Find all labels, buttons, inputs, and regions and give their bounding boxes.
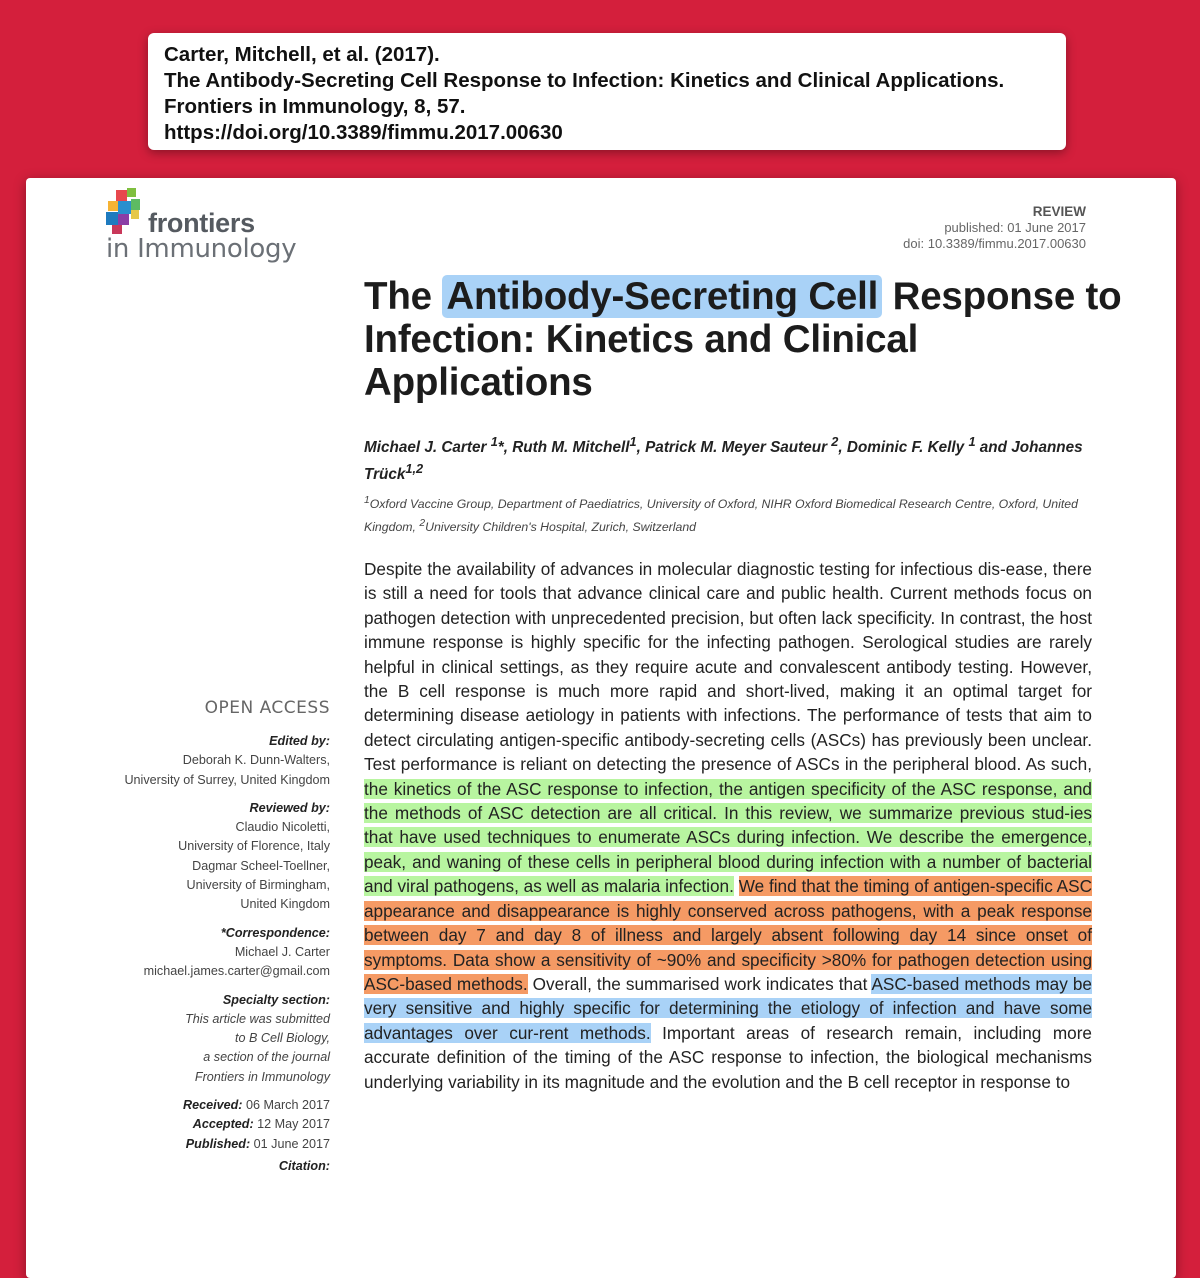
correspondence-email[interactable]: michael.james.carter@gmail.com <box>143 964 330 979</box>
citation-journal: Frontiers in Immunology, 8, 57. <box>164 95 466 118</box>
affiliation-1: Oxford Vaccine Group, Department of Paediatrics, University of Oxford, NIHR Oxford Biomedical Research Centre, Oxford, United Kingdom, <box>364 497 1078 535</box>
corresponding-mark: * <box>497 439 504 457</box>
article-meta <box>903 204 1086 252</box>
author-name: Patrick M. Meyer Sauteur <box>645 439 828 457</box>
author-separator: , <box>503 439 513 457</box>
abstract-highlight-orange: We find that the timing of antigen-specific ASC appearance and disappearance is highly conserved across pathogens, with a peak response between day 7 and day 8 of illness and largely absent following day 14 since onset of symptoms. Data show a sensitivity of ~90% and specificity >80% for pathogen detection using ASC-based methods. <box>364 876 1092 994</box>
citation-authors-year: Carter, Mitchell, et al. (2017). <box>164 43 440 66</box>
author-separator: , <box>636 439 646 457</box>
author-superscript: 2 <box>831 434 839 449</box>
affiliation-superscript: 2 <box>419 518 426 530</box>
specialty-section-block <box>26 991 330 1087</box>
author-separator: , <box>838 439 847 457</box>
abstract-plain-1: Despite the availability of advances in molecular diagnostic testing for infectious dis-ease, there is still a need for tools that advance clinical care and public health. Current methods focus on pathogen detection with unprecedented precision, but often lack specificity. In contrast, the host immune response is highly specific for the infecting pathogen. Serological studies are rarely helpful in clinical settings, as they require acute and convalescent antibody testing. However, the B cell response is much more rapid and short-lived, making it an optimal target for determining disease aetiology in patients with infections. The performance of tests that aim to detect circulating antigen-specific antibody-secreting cells (ASCs) has previously been unclear. Test performance is reliant on detecting the presence of ASCs in the peripheral blood. As such, <box>364 559 1092 775</box>
reviewer-affiliation: University of Birmingham, <box>186 878 330 893</box>
title-highlight: Antibody-Secreting Cell <box>442 275 882 318</box>
paper-page <box>26 178 1176 1278</box>
logo-journal-text: in Immunology <box>106 234 297 264</box>
citation-card <box>148 33 1066 150</box>
specialty-line: This article was submitted <box>185 1011 330 1026</box>
logo-brand-text: frontiers <box>148 208 255 238</box>
specialty-line: a section of the journal <box>203 1050 330 1065</box>
title-part-2: Response to Infection: Kinetics and Clinical Applications <box>364 275 1122 404</box>
published-date-sidebar: 01 June 2017 <box>253 1136 330 1151</box>
reviewer-affiliation: United Kingdom <box>240 897 330 912</box>
specialty-label: Specialty section: <box>222 992 330 1007</box>
article-title <box>364 275 1124 404</box>
received-date: 06 March 2017 <box>245 1098 330 1113</box>
published-label: Published: <box>185 1136 251 1151</box>
doi-text: doi: 10.3389/fimmu.2017.00630 <box>903 236 1086 251</box>
reviewer-name: Claudio Nicoletti, <box>235 820 330 835</box>
affiliation-superscript: 1 <box>364 495 370 506</box>
article-dates <box>26 1096 330 1154</box>
published-row <box>26 1135 330 1154</box>
published-date: published: 01 June 2017 <box>944 220 1086 235</box>
citation-label: Citation: <box>278 1158 330 1173</box>
author-name: Ruth M. Mitchell <box>512 439 630 457</box>
author-separator: and <box>975 439 1012 457</box>
specialty-line: Frontiers in Immunology <box>194 1069 330 1084</box>
author-superscript: 1 <box>968 434 976 449</box>
author-superscript: 1 <box>490 434 498 449</box>
abstract-highlight-green: the kinetics of the ASC response to infection, the antigen specificity of the ASC response, and the methods of ASC detection are all critical. In this review, we summarize previous stud-ies that have used techniques to enumerate ASCs during infection. We describe the emergence, peak, and waning of these cells in peripheral blood during infection with a number of bacterial and viral pathogens, as well as malaria infection. <box>364 778 1092 897</box>
correspondence-label: *Correspondence: <box>220 925 330 940</box>
received-row <box>26 1096 330 1115</box>
article-sidebar <box>26 698 330 1173</box>
author-list <box>364 431 1124 485</box>
affiliations <box>364 491 1124 537</box>
citation-title: The Antibody-Secreting Cell Response to Infection: Kinetics and Clinical Applications. <box>164 69 1005 92</box>
affiliation-2: University Children's Hospital, Zurich, Switzerland <box>425 520 696 535</box>
reviewer-name: Dagmar Scheel-Toellner, <box>192 858 330 873</box>
author-name: Dominic F. Kelly <box>846 439 965 457</box>
open-access-label: OPEN ACCESS <box>204 698 330 718</box>
reviewed-by-block <box>26 799 330 915</box>
abstract-text <box>364 557 1092 1094</box>
specialty-line: to B Cell Biology, <box>235 1031 330 1046</box>
reviewed-by-label: Reviewed by: <box>249 800 330 815</box>
editor-affiliation: University of Surrey, United Kingdom <box>124 772 330 787</box>
edited-by-label: Edited by: <box>269 734 330 748</box>
received-label: Received: <box>182 1098 243 1113</box>
author-name: Michael J. Carter <box>364 439 487 457</box>
cubes-logo-icon <box>104 188 148 238</box>
abstract-plain-2: Overall, the summarised work indicates that <box>527 973 872 994</box>
citation-doi-link[interactable]: https://doi.org/10.3389/fimmu.2017.00630 <box>164 121 563 144</box>
article-type: REVIEW <box>1032 204 1086 219</box>
abstract-space <box>734 876 739 896</box>
journal-logo <box>104 188 364 268</box>
accepted-label: Accepted: <box>192 1117 254 1132</box>
reviewer-affiliation: University of Florence, Italy <box>178 839 330 854</box>
editor-name: Deborah K. Dunn-Walters, <box>182 753 330 768</box>
title-part-1: The <box>364 275 443 318</box>
correspondence-name: Michael J. Carter <box>234 944 330 959</box>
author-superscript: 1,2 <box>405 461 424 477</box>
abstract-highlight-blue: ASC-based methods may be very sensitive and highly specific for determining the etiology of infection and have some advantages over cur-rent methods. <box>364 973 1092 1043</box>
abstract-plain-3: Important areas of research remain, including more accurate definition of the timing of the ASC response to infection, the biological mechanisms underlying variability in its magnitude and the evolution and the B cell receptor in response to <box>364 1022 1092 1092</box>
author-name: Johannes Trück <box>364 439 1083 484</box>
author-superscript: 1 <box>629 434 637 449</box>
accepted-date: 12 May 2017 <box>257 1117 330 1132</box>
correspondence-block <box>26 924 330 982</box>
accepted-row <box>26 1115 330 1134</box>
edited-by-block <box>26 732 330 790</box>
